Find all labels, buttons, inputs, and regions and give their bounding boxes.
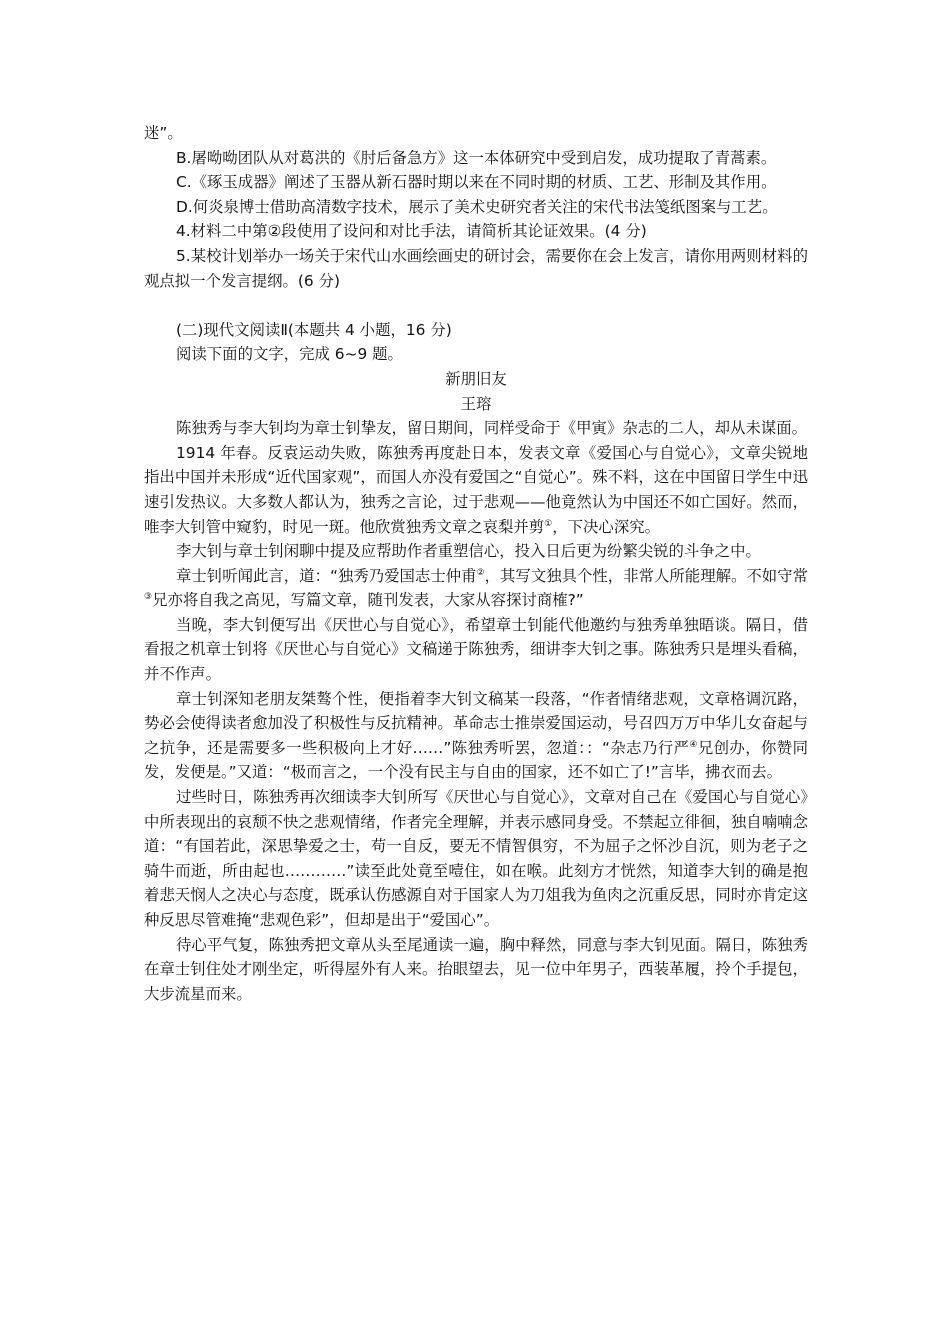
paragraph-2 [144, 441, 808, 539]
paragraph-4-text-b: ，其写文独具个性，非常人所能理解。不如守常 [484, 566, 808, 585]
paragraph-1: 陈独秀与李大钊均为章士钊挚友，留日期间，同样受命于《甲寅》杂志的二人，却从未谋面。 [176, 419, 808, 438]
paragraph-5: 当晚，李大钊便写出《厌世心与自觉心》，希望章士钊能代他邀约与独秀单独晤谈。隔日，借看报之机章士钊将《厌世心与自觉心》文稿递于陈独秀，细讲李大钊之事。陈独秀只是埋头看稿，并不作声。 [144, 615, 808, 684]
option-a-tail: 迷”。 [144, 124, 183, 142]
paragraph-7: 过些时日，陈独秀再次细读李大钊所写《厌世心与自觉心》，文章对自己在《爱国心与自觉心》中所表现出的哀颓不快之悲观情绪，作者完全理解，并表示感同身受。不禁起立徘徊，独自喃喃念道：“有国若此，深思挚爱之士，苟一自反，要无不情智俱穷，不为屈子之怀沙自沉，则为老子之骑牛而逝，所由起也…………”读至此处竟至噎住，如在喉。此刻方才恍然，知道李大钊的确是抱着悲天悯人之决心与态度，既承认伤感源自对于国家人为刀俎我为鱼肉之沉重反思，同时亦肯定这种反思尽管难掩“悲观色彩”，但却是出于“爱国心”。 [144, 788, 808, 929]
paragraph-4-text-a: 章士钊听闻此言，道：“独秀乃爱国志士仲甫 [176, 566, 477, 585]
footnote-marker-2: ② [476, 567, 485, 578]
paragraph-4 [144, 564, 808, 613]
paragraph-6 [144, 687, 808, 785]
paragraph-8: 待心平气复，陈独秀把文章从头至尾通读一遍，胸中释然，同意与李大钊见面。隔日，陈独秀在章士钊住处才刚坐定，听得屋外有人来。抬眼望去，见一位中年男子，西装革履，拎个手提包，大步流星而来。 [144, 935, 808, 1003]
document-page [144, 121, 808, 1006]
footnote-marker-4: ④ [689, 739, 698, 750]
option-d: D.何炎泉博士借助高清数字技术，展示了美术史研究者关注的宋代书法笺纸图案与工艺。 [176, 197, 778, 216]
article-title: 新朋旧友 [445, 369, 507, 388]
footnote-marker-3: ③ [144, 592, 153, 603]
paragraph-2-text-a: 1914 年春。反袁运动失败，陈独秀再度赴日本，发表文章《爱国心与自觉心》，文章尖锐地指出中国并未形成“近代国家观”，而国人亦没有爱国之“自觉心”。殊不料，这在中国留日学生中迅速引发热议。大多数人都认为，独秀之言论，过于悲观——他竟然认为中国还不如亡国好。然而，唯李大钊管中窥豹，时见一斑。他欣赏独秀文章之哀梨并剪 [144, 443, 808, 536]
option-b: B.屠呦呦团队从对葛洪的《肘后备急方》这一本体研究中受到启发，成功提取了青蒿素。 [176, 148, 777, 167]
paragraph-3: 李大钊与章士钊闲聊中提及应帮助作者重塑信心，投入日后更为纷繁尖锐的斗争之中。 [176, 542, 761, 561]
article-author: 王瑢 [460, 394, 492, 413]
question-5: 5.某校计划举办一场关于宋代山水画绘画史的研讨会，需要你在会上发言，请你用两则材料的观点拟一个发言提纲。(6 分) [144, 246, 808, 290]
section-heading: (二)现代文阅读Ⅱ(本题共 4 小题，16 分) [176, 320, 452, 339]
section-instruction: 阅读下面的文字，完成 6~9 题。 [176, 345, 403, 364]
paragraph-2-text-b: ，下决心深究。 [552, 517, 660, 536]
footnote-marker-1: ① [544, 518, 553, 529]
blank-line [144, 293, 808, 318]
paragraph-6-text-b: 兄创办，你赞同发，发便是。”又道：“极而言之，一个没有民主与自由的国家，还不如亡了!”言毕，拂衣而去。 [144, 738, 808, 782]
paragraph-4-text-c: 兄亦将自我之高见，写篇文章，随刊发表，大家从容探讨商榷?” [152, 591, 584, 610]
paragraph-6-text-a: 章士钊深知老朋友桀骜个性，便指着李大钊文稿某一段落，“作者情绪悲观，文章格调沉路，势必会使得读者愈加没了积极性与反抗精神。革命志士推崇爱国运动，号召四万万中华儿女奋起与之抗争，还是需要多一些积极向上才好……”陈独秀听罢，忽道：：“杂志乃行严 [144, 689, 808, 757]
question-4: 4.材料二中第②段使用了设问和对比手法，请简析其论证效果。(4 分) [176, 222, 647, 241]
option-c: C.《琢玉成器》阐述了玉器从新石器时期以来在不同时期的材质、工艺、形制及其作用。 [176, 173, 777, 192]
